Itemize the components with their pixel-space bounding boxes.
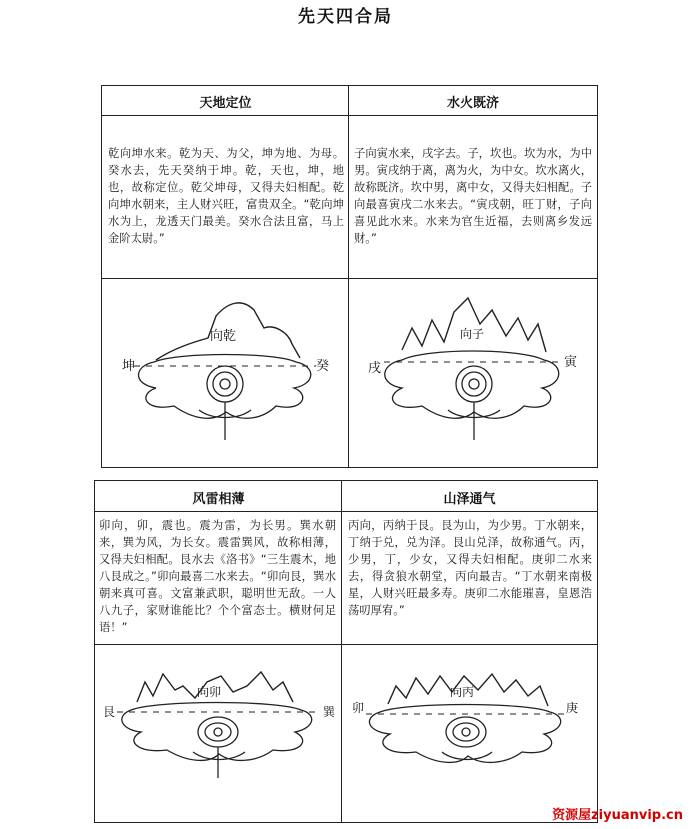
facing-label: 向卯 (197, 685, 222, 699)
section-title-tiandi: 天地定位 (199, 96, 252, 111)
diagram-tiandi (104, 280, 346, 465)
mountain-shape (402, 298, 546, 352)
section-text-tiandi: 乾向坤水来。乾为天、为父，坤为地、为母。癸水去，先天癸纳于坤。乾，天也，坤，地也，故称定位。乾父坤母，又得夫妇相配。乾向坤水朝来，主人财兴旺，富贵双全。“乾向坤水为上，龙透天门最美。癸水合法且富，马上金阶太尉。” (108, 147, 344, 245)
page-title: 先天四合局 (298, 7, 393, 27)
pond-circle (193, 717, 245, 778)
right-label: 巽 (323, 705, 336, 719)
diagram-shanze (344, 646, 594, 820)
water-cloud-shape (385, 351, 559, 418)
section-title-shuihuo: 水火既济 (446, 96, 499, 111)
facing-label: 向丙 (450, 685, 475, 699)
left-label: 坤 (122, 359, 136, 374)
facing-label: 向子 (460, 327, 485, 341)
right-label: 庚 (566, 701, 579, 715)
section-text-shuihuo: 子向寅水来，戌字去。子，坎也。坎为水，为中男。寅戌纳于离，离为火，为中女。坎水离火，故称既济。坎中男，离中女，又得夫妇相配。子向最喜寅戌二水来去。“寅戌朝，旺丁财，子向喜见此水来。水来为官生近福，去则离乡发远财。” (354, 147, 592, 245)
left-label: 卯 (352, 701, 365, 715)
watermark: 资源屋ziyuanvip.cn (552, 808, 683, 823)
left-label: 戌 (368, 361, 382, 376)
left-label: 艮 (103, 705, 116, 719)
pond-circle (442, 717, 492, 760)
water-cloud-shape (369, 705, 560, 763)
section-title-shanze: 山泽通气 (443, 492, 496, 507)
section-text-shanze: 丙向，丙纳于艮。艮为山，为少男。丁水朝来，丁纳于兑，兑为泽。艮山兑泽，故称通气。丙，少男，丁，少女，又得夫妇相配。庚卯二水来去，得贪狼水朝堂，丙向最吉。“丁水朝来南极星，人财兴旺最多寿。庚卯二水能璀喜，皇恩浩荡叨厚宥。” (348, 519, 592, 617)
facing-label: 向乾 (210, 329, 237, 344)
diagram-fenglei (97, 646, 340, 820)
diagram-shuihuo (350, 280, 596, 465)
section-text-fenglei: 卯向，卯，震也。震为雷，为长男。巽水朝来，巽为风，为长女。震雷巽风，故称相薄，又得夫妇相配。艮水去《洛书》“三生震木，地八艮成之。”卯向最喜二水来去。“卯向艮，巽水朝来真可喜。文富兼武职，聪明世无敌。一人八九子，家财谁能比？个个富态士。横财何足语！” (99, 519, 336, 634)
pond-circle (448, 366, 500, 440)
section-title-fenglei: 风雷相薄 (192, 492, 245, 507)
right-label: 癸 (316, 359, 330, 374)
water-cloud-shape (122, 703, 312, 761)
right-label: 寅 (564, 355, 578, 370)
pond-circle (199, 366, 251, 440)
